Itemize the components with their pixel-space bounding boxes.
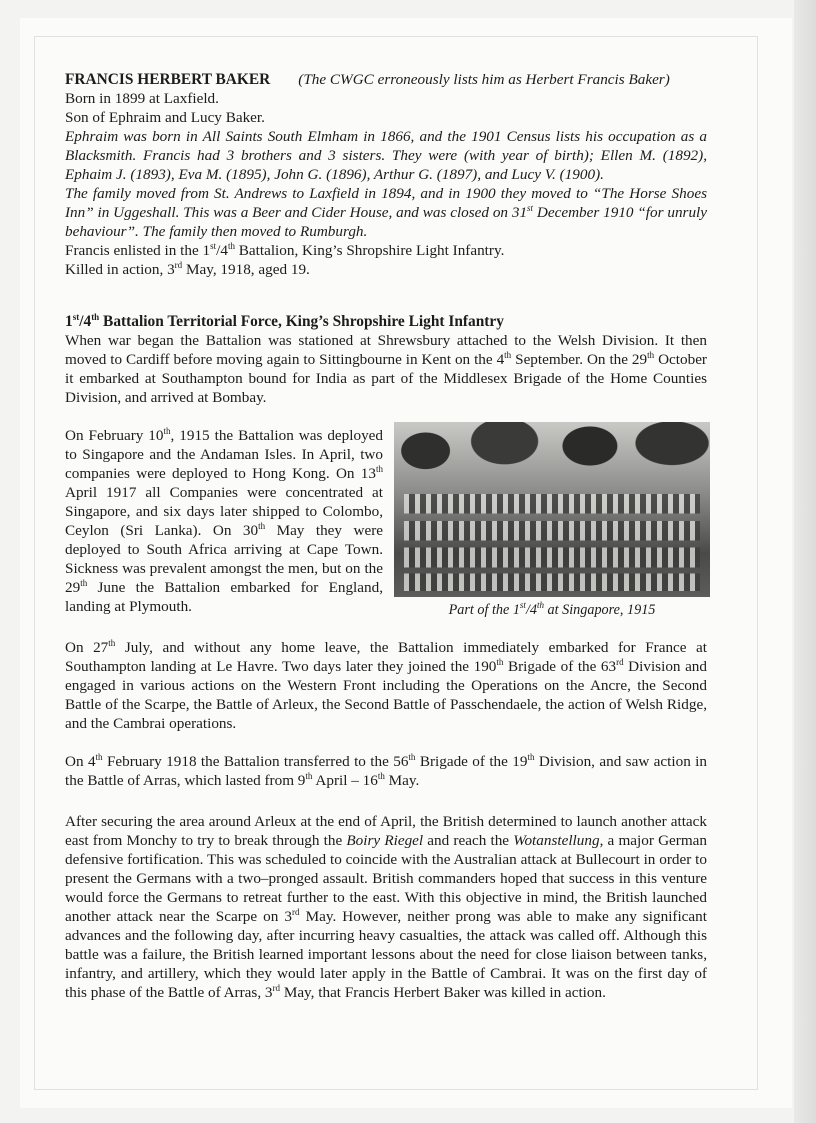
wotanstellung-term: Wotanstellung <box>513 832 600 849</box>
biography-block <box>65 70 707 279</box>
battalion-group-photo <box>394 422 710 597</box>
family-move-paragraph: The family moved from St. Andrews to Laxfield in 1894, and in 1900 they moved to “The Horse Shoes Inn” in Uggeshall. This was a Beer and Cider House, and was closed on 31st December 1910 “for unruly behaviour”. The family then moved to Rumburgh. <box>65 185 707 240</box>
death-line: Killed in action, 3rd May, 1918, aged 19. <box>65 260 310 278</box>
soldier-name: FRANCIS HERBERT BAKER <box>65 71 271 88</box>
battalion-heading: 1st/4th Battalion Territorial Force, King’s Shropshire Light Infantry <box>65 312 504 330</box>
battalion-paragraph-1: When war began the Battalion was stationed at Shrewsbury attached to the Welsh Division. It then moved to Cardiff before moving again to Sittingbourne in Kent on the 4th September. On the 29th October it embarked at Southampton bound for India as part of the Middlesex Brigade of the Home Counties Division, and arrived at Bombay. <box>65 332 707 406</box>
boiry-riegel-term: Boiry Riegel <box>346 832 424 849</box>
photo-caption: Part of the 1st/4th at Singapore, 1915 <box>448 600 656 618</box>
enlistment-line: Francis enlisted in the 1st/4th Battalion, King’s Shropshire Light Infantry. <box>65 241 505 259</box>
battalion-paragraph-3: On 27th July, and without any home leave, the Battalion immediately embarked for France at Southampton landing at Le Havre. Two days later they joined the 190th Brigade of the 63rd Division and engaged in various actions on the Western Front including the Operations on the Ancre, the Second Battle of the Scarpe, the Battle of Arleux, the Second Battle of Passchendaele, the action of Welsh Ridge, and the Cambrai operations. <box>65 638 708 732</box>
battalion-paragraph-5: After securing the area around Arleux at the end of April, the British determined to launch another attack east from Monchy to try to break through the Boiry Riegel and reach the Wotanstellung, a major German defensive fortification. This was scheduled to coincide with the Australian attack at Bullecourt in order to present the Germans with a two–pronged assault. British commanders hoped that success in this venture would force the Germans to retreat further to the east. With this objective in mind, the British launched another attack near the Scarpe on 3rd May. However, neither prong was able to make any significant advances and the following day, after incurring heavy casualties, the attack was called off. Although this battle was a failure, the British learned important lessons about the need for close liaison between tanks, infantry, and artillery, which they would later apply in the Battle of Cambrai. It was on the first day of this phase of the Battle of Arras, 3rd May, that Francis Herbert Baker was killed in action. <box>65 813 707 1001</box>
birth-line: Born in 1899 at Laxfield. <box>65 90 219 107</box>
battalion-section <box>65 312 707 407</box>
battalion-paragraph-4: On 4th February 1918 the Battalion transferred to the 56th Brigade of the 19th Division, and saw action in the Battle of Arras, which lasted from 9th April – 16th May. <box>65 752 707 789</box>
soldier-rows <box>404 494 700 591</box>
battalion-paragraph-2: On February 10th, 1915 the Battalion was deployed to Singapore and the Andaman Isles. In April, two companies were deployed to Hong Kong. On 13th April 1917 all Companies were concentrated at Singapore, and six days later shipped to Colombo, Ceylon (Sri Lanka). On 30th May they were deployed to South Africa arriving at Cape Town. Sickness was prevalent amongst the men, but on the 29th June the Battalion embarked for England, landing at Plymouth. <box>65 426 383 615</box>
scan-edge <box>794 0 816 1123</box>
parents-line: Son of Ephraim and Lucy Baker. <box>65 109 265 126</box>
family-paragraph: Ephraim was born in All Saints South Elmham in 1866, and the 1901 Census lists his occupation as a Blacksmith. Francis had 3 brothers and 3 sisters. They were (with year of birth); Ellen M. (1892), Ephaim J. (1893), Eva M. (1895), John G. (1896), Arthur G. (1897), and Lucy V. (1900). <box>65 128 707 183</box>
cwgc-note: (The CWGC erroneously lists him as Herbert Francis Baker) <box>298 71 670 88</box>
